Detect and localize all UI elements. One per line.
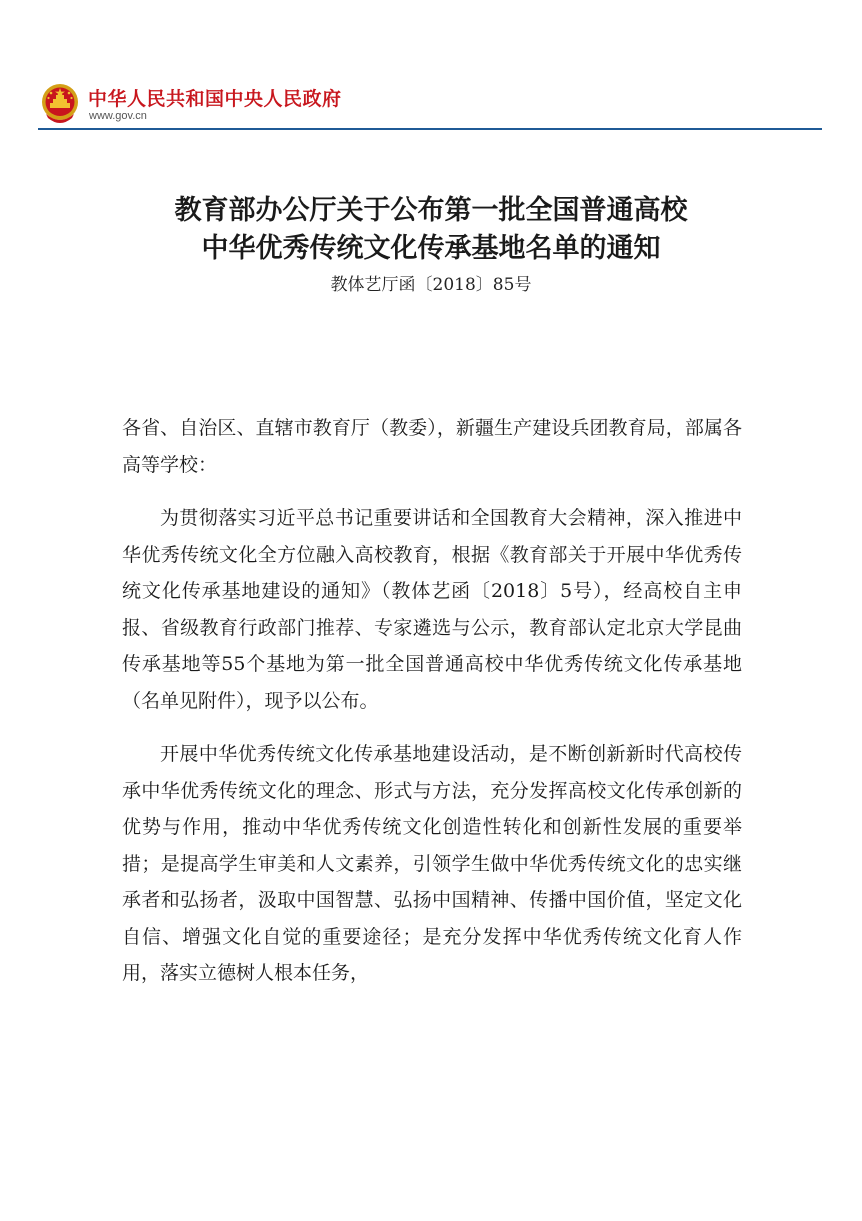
document-heading (0, 192, 862, 298)
site-url[interactable]: www.gov.cn (89, 110, 147, 122)
document-title-line-2: 中华优秀传统文化传承基地名单的通知 (201, 233, 661, 264)
body-paragraph-2: 开展中华优秀传统文化传承基地建设活动，是不断创新新时代高校传承中华优秀传统文化的理念、形式与方法，充分发挥高校文化传承创新的优势与作用，推动中华优秀传统文化创造性转化和创新性发展的重要举措；是提高学生审美和人文素养，引领学生做中华优秀传统文化的忠实继承者和弘扬者，汲取中国智慧、弘扬中国精神、传播中国价值，坚定文化自信、增强文化自觉的重要途径；是充分发挥中华优秀传统文化育人作用，落实立德树人根本任务， (122, 743, 742, 984)
header-divider (38, 128, 822, 130)
site-header (38, 78, 822, 134)
document-body (122, 410, 742, 992)
site-name[interactable]: 中华人民共和国中央人民政府 (88, 88, 342, 110)
national-emblem-icon (40, 82, 80, 126)
body-paragraph-1: 为贯彻落实习近平总书记重要讲话和全国教育大会精神，深入推进中华优秀传统文化全方位融入高校教育，根据《教育部关于开展中华优秀传统文化传承基地建设的通知》（教体艺函〔2018〕5号），经高校自主申报、省级教育行政部门推荐、专家遴选与公示，教育部认定北京大学昆曲传承基地等55个基地为第一批全国普通高校中华优秀传统文化传承基地（名单见附件），现予以公布。 (122, 507, 742, 712)
document-number: 教体艺厅函〔2018〕85号 (330, 275, 532, 295)
salutation: 各省、自治区、直辖市教育厅（教委），新疆生产建设兵团教育局，部属各高等学校： (122, 417, 742, 476)
document-title-line-1: 教育部办公厅关于公布第一批全国普通高校 (174, 195, 688, 226)
